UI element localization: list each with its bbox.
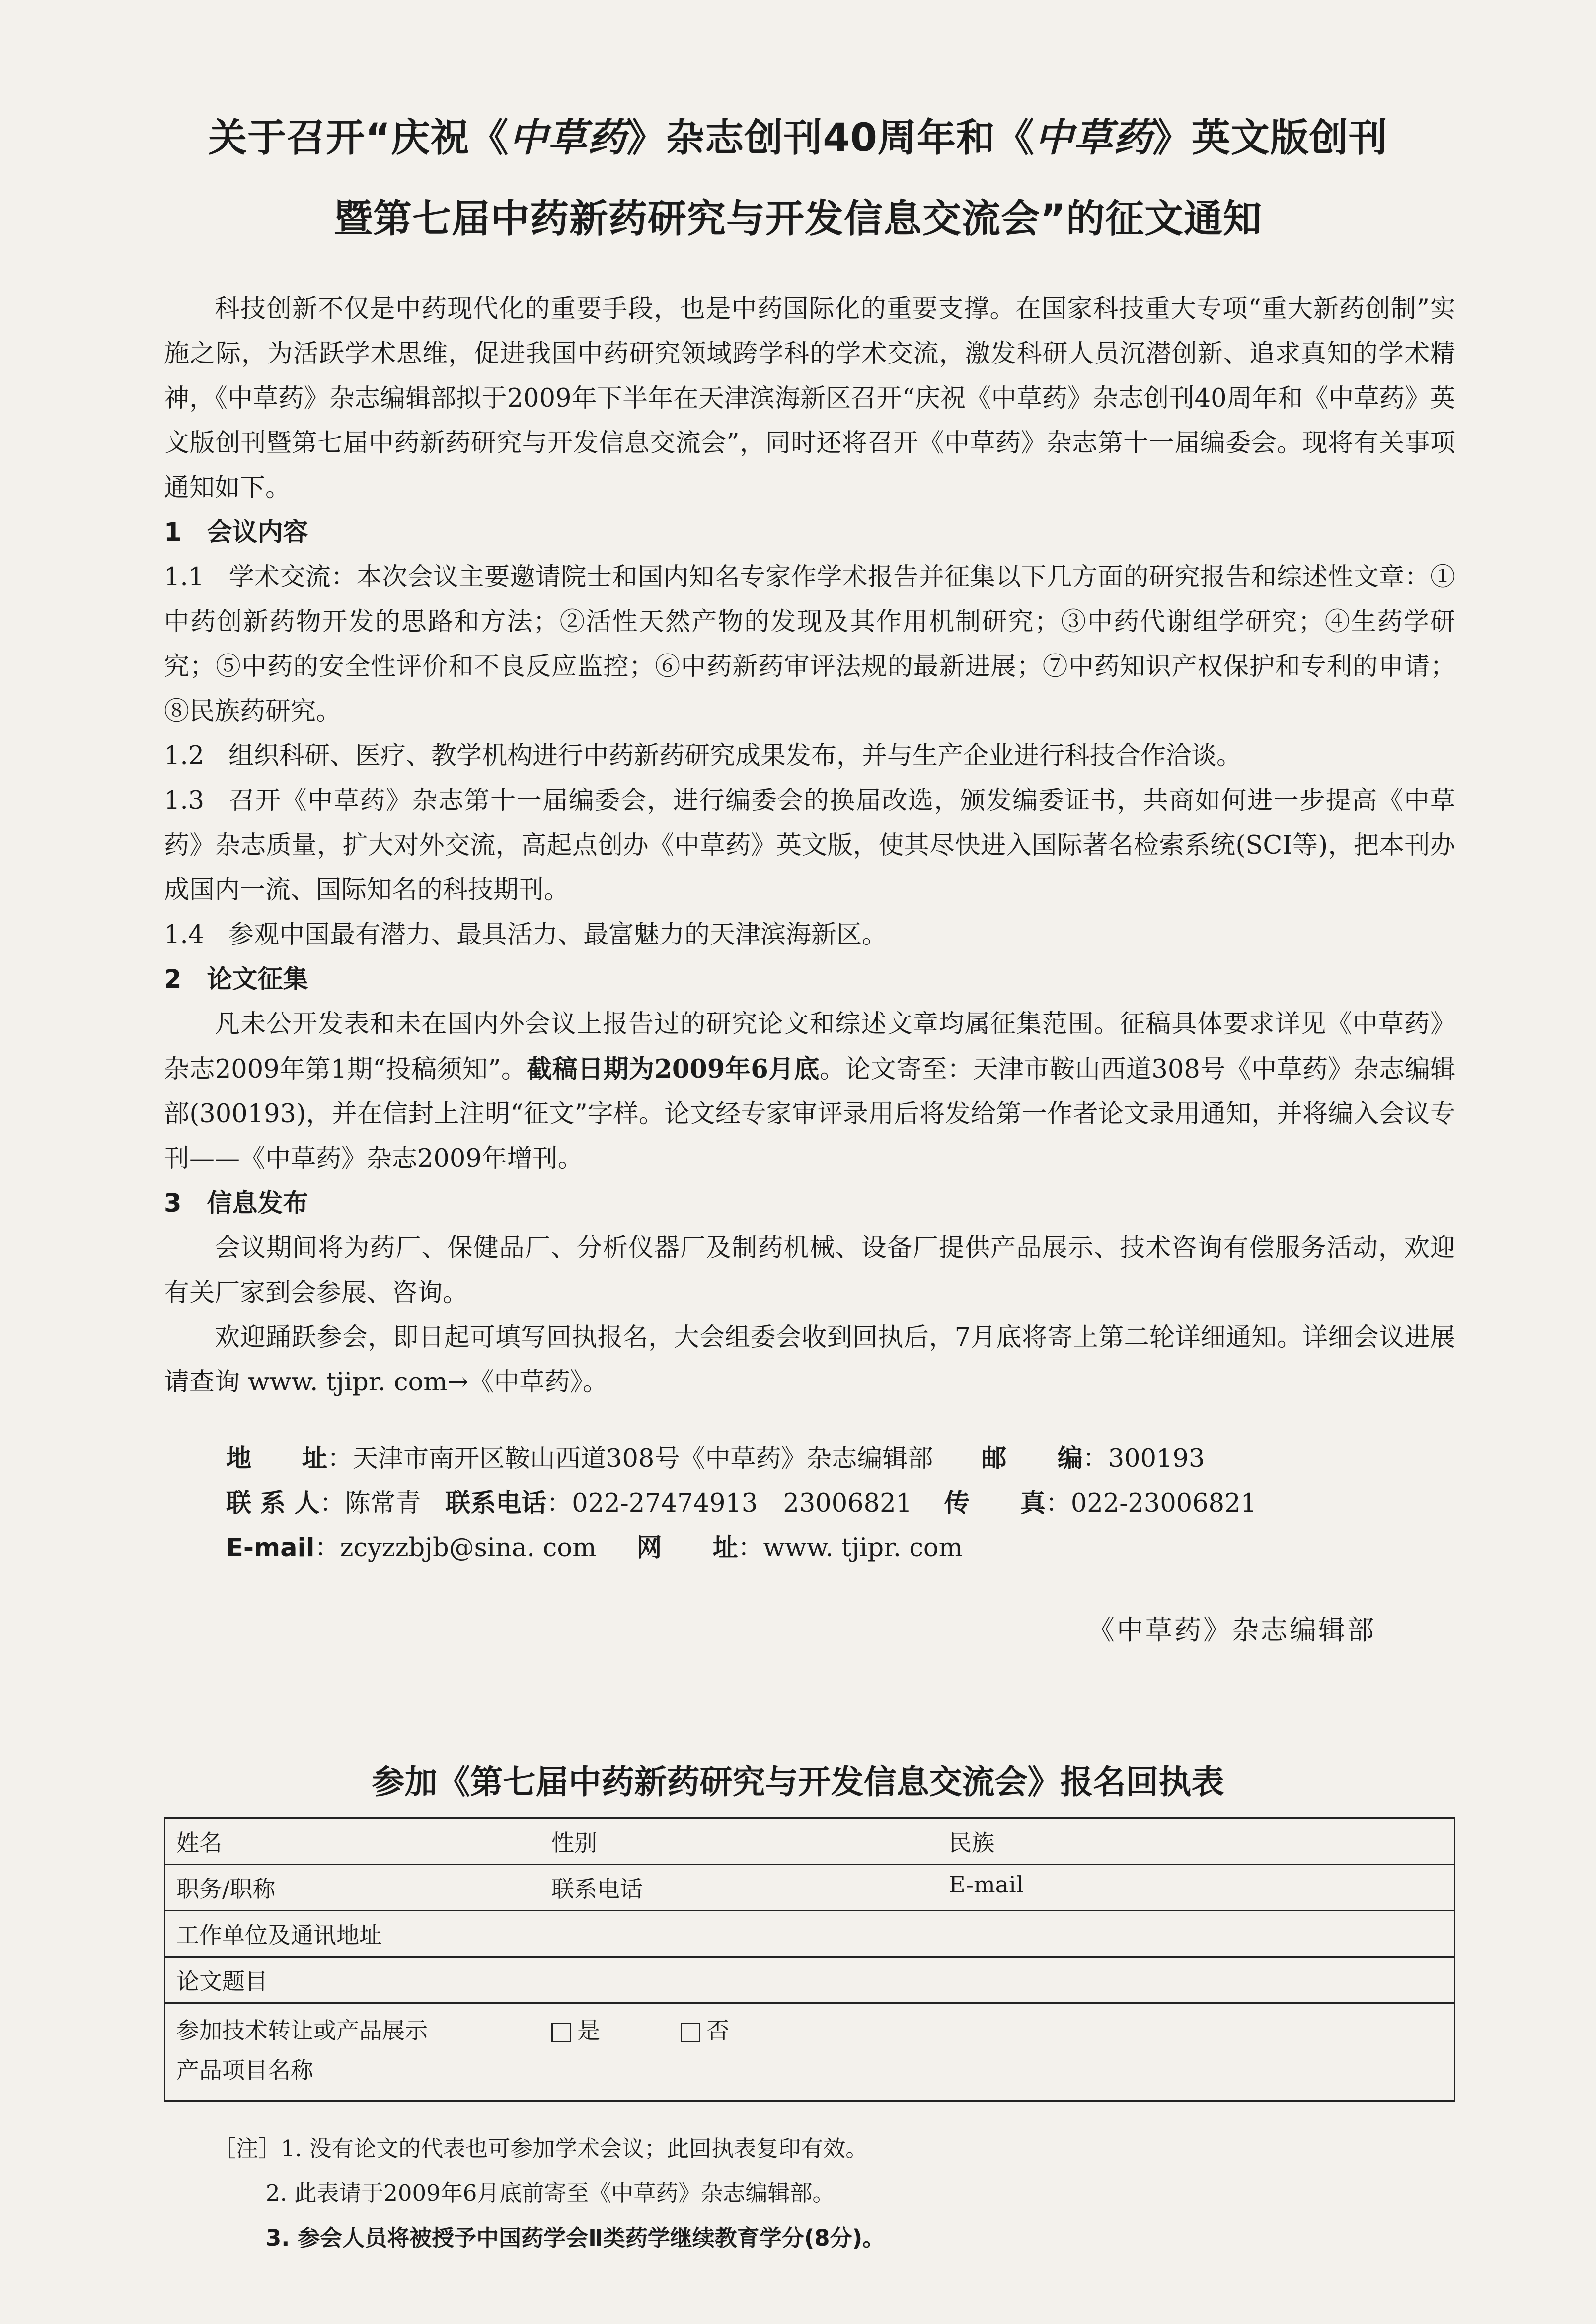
notice-body	[164, 287, 1455, 1405]
option-yes[interactable]: 是	[551, 2011, 681, 2050]
exhibit-field-label: 参加技术转让或产品展示	[176, 2017, 428, 2044]
section-3-paragraph-1: 会议期间将为药厂、保健品厂、分析仪器厂及制药机械、设备厂提供产品展示、技术咨询有偿服务活动，欢迎有关厂家到会参展、咨询。	[164, 1234, 1455, 1307]
journal-name-stylized: 中草药	[509, 116, 627, 160]
note-1: ［注］1. 没有论文的代表也可参加学术会议；此回执表复印有效。	[214, 2135, 868, 2162]
option-no[interactable]: 否	[681, 2011, 729, 2050]
table-row	[165, 1957, 1455, 2003]
yes-checkbox[interactable]	[551, 2023, 571, 2042]
table-row	[165, 1865, 1455, 1911]
website-link: www. tjipr. com	[763, 1533, 963, 1563]
intro-paragraph: 科技创新不仅是中药现代化的重要手段，也是中药国际化的重要支撑。在国家科技重大专项“重大新药创制”实施之际，为活跃学术思维，促进我国中药研究领域跨学科的学术交流，激发科研人员沉潜创新、追求真知的学术精神，《中草药》杂志编辑部拟于2009年下半年在天津滨海新区召开“庆祝《中草药》杂志创刊40周年和《中草药》英文版创刊暨第七届中药新药研究与开发信息交流会”，同时还将召开《中草药》杂志第十一届编委会。现将有关事项通知如下。	[164, 294, 1455, 503]
title-line-2: 暨第七届中药新药研究与开发信息交流会”的征文通知	[333, 197, 1263, 241]
form-row-contact	[165, 1865, 1455, 1911]
section-3-heading: 3 信息发布	[164, 1189, 308, 1218]
form-title: 参加《第七届中药新药研究与开发信息交流会》报名回执表	[372, 1763, 1224, 1801]
contact-address-row: 地 址：天津市南开区鞍山西道308号《中草药》杂志编辑部 邮 编：300193	[226, 1444, 1205, 1473]
item-1-4: 1.4 参观中国最有潜力、最具活力、最富魅力的天津滨海新区。	[164, 920, 888, 949]
form-row-basic	[165, 1818, 1455, 1865]
position-field-label: 职务/职称	[176, 1876, 276, 1902]
title-line-1: 关于召开“庆祝《中草药》杂志创刊40周年和《中草药》英文版创刊	[208, 116, 1388, 160]
email-link: zcyzzbjb@sina. com	[340, 1533, 597, 1563]
paper-title-field-label: 论文题目	[165, 1957, 1455, 2003]
item-1-2: 1.2 组织科研、医疗、教学机构进行中药新药研究成果发布，并与生产企业进行科技合作洽谈。	[164, 741, 1242, 771]
name-field-label: 姓名	[176, 1829, 222, 1856]
signature: 《中草药》杂志编辑部	[1088, 1614, 1376, 1646]
email-field-label: E-mail	[949, 1871, 1024, 1898]
no-checkbox[interactable]	[681, 2023, 700, 2042]
phone-field-label: 联系电话	[551, 1876, 643, 1902]
note-2: 2. 此表请于2009年6月底前寄至《中草药》杂志编辑部。	[266, 2180, 835, 2206]
address-field-label: 工作单位及通讯地址	[165, 1911, 1455, 1957]
table-row	[165, 1818, 1455, 1865]
note-3: 3. 参会人员将被授予中国药学会Ⅱ类药学继续教育学分(8分)。	[266, 2225, 885, 2251]
ethnicity-field-label: 民族	[949, 1829, 994, 1856]
journal-name-stylized: 中草药	[1034, 116, 1152, 160]
item-1-3: 1.3 召开《中草药》杂志第十一届编委会，进行编委会的换届改选，颁发编委证书，共商如何进一步提高《中草药》杂志质量，扩大对外交流，高起点创办《中草药》英文版，使其尽快进入国际著名检索系统(SCI等)，把本刊办成国内一流、国际知名的科技期刊。	[164, 786, 1455, 905]
contact-phone-row: 联 系 人：陈常青 联系电话：022-27474913 23006821 传 真：022-23006821	[226, 1489, 1257, 1518]
gender-field-label: 性别	[551, 1829, 597, 1856]
section-3-paragraph-2: 欢迎踊跃参会，即日起可填写回执报名，大会组委会收到回执后，7月底将寄上第二轮详细通知。详细会议进展请查询 www. tjipr. com→《中草药》。	[164, 1323, 1455, 1397]
product-field-label: 产品项目名称	[176, 2057, 313, 2084]
item-1-1: 1.1 学术交流：本次会议主要邀请院士和国内知名专家作学术报告并征集以下几方面的研究报告和综述性文章：①中药创新药物开发的思路和方法；②活性天然产物的发现及其作用机制研究；③中药代谢组学研究；④生药学研究；⑤中药的安全性评价和不良反应监控；⑥中药新药审评法规的最新进展；⑦中药知识产权保护和专利的申请；⑧民族药研究。	[164, 563, 1455, 726]
contact-web-row: E-mail：zcyzzbjb@sina. com 网 址：www. tjipr. com	[226, 1533, 963, 1563]
registration-form	[164, 1817, 1455, 2102]
form-row-exhibition	[165, 2003, 1455, 2101]
table-row	[165, 2003, 1455, 2101]
section-2-heading: 2 论文征集	[164, 965, 308, 994]
section-2-paragraph: 凡未公开发表和未在国内外会议上报告过的研究论文和综述文章均属征集范围。征稿具体要求详见《中草药》杂志2009年第1期“投稿须知”。截稿日期为2009年6月底。论文寄至：天津市鞍山西道308号《中草药》杂志编辑部(300193)，并在信封上注明“征文”字样。论文经专家审评录用后将发给第一作者论文录用通知，并将编入会议专刊——《中草药》杂志2009年增刊。	[164, 1010, 1455, 1173]
table-row	[165, 1911, 1455, 1957]
deadline-text: 截稿日期为2009年6月底	[527, 1054, 820, 1084]
section-1-heading: 1 会议内容	[164, 518, 308, 547]
